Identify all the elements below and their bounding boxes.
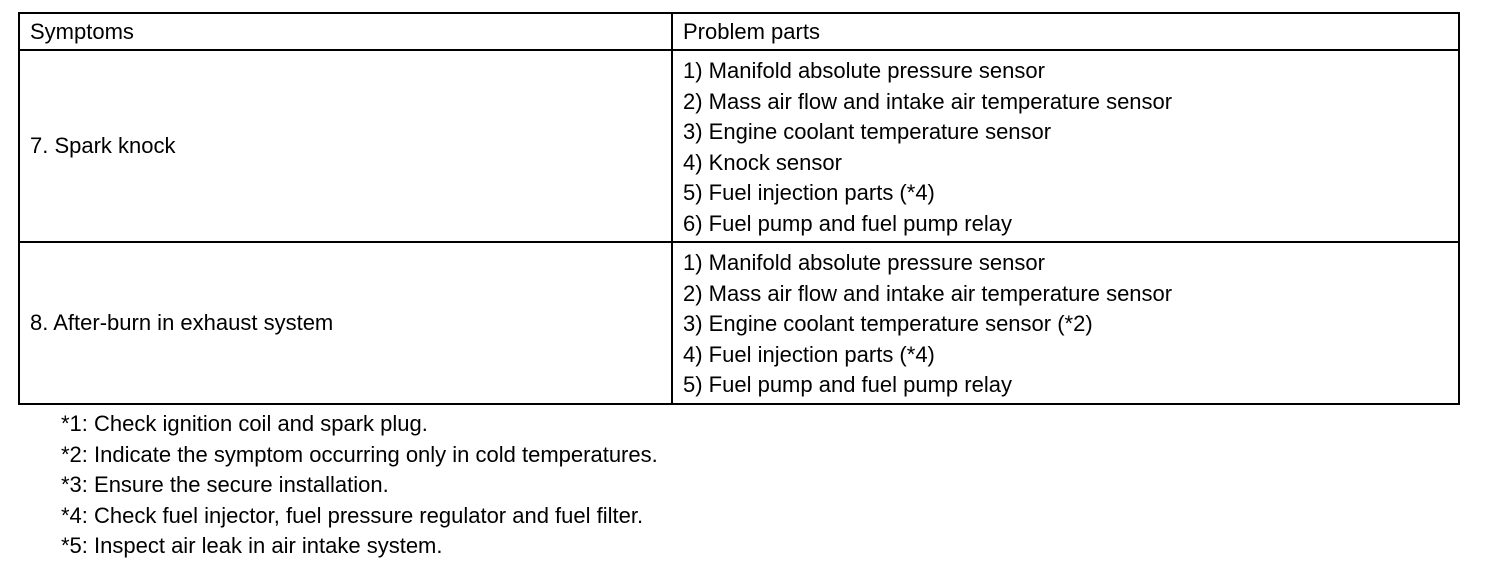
part-item: 5) Fuel pump and fuel pump relay	[683, 372, 1012, 397]
header-symptoms: Symptoms	[19, 13, 672, 50]
header-problem-parts: Problem parts	[672, 13, 1459, 50]
part-item: 1) Manifold absolute pressure sensor	[683, 250, 1045, 275]
problem-parts-cell	[672, 50, 1459, 242]
part-item: 2) Mass air flow and intake air temperature sensor	[683, 280, 1173, 306]
footnotes-list	[61, 409, 658, 562]
part-item: 2) Mass air flow and intake air temperature sensor	[683, 88, 1173, 114]
symptoms-table	[18, 12, 1460, 405]
part-item: 6) Fuel pump and fuel pump relay	[683, 210, 1012, 236]
symptom-cell: 8. After-burn in exhaust system	[19, 242, 672, 404]
part-item: 1) Manifold absolute pressure sensor	[683, 58, 1045, 83]
part-item: 4) Fuel injection parts (*4)	[683, 341, 935, 367]
part-item: 3) Engine coolant temperature sensor	[683, 119, 1052, 144]
symptom-cell: 7. Spark knock	[19, 50, 672, 242]
footnote: *4: Check fuel injector, fuel pressure regulator and fuel filter.	[61, 502, 644, 528]
problem-parts-cell	[672, 242, 1459, 404]
table-header-row	[19, 13, 1459, 50]
footnote: *3: Ensure the secure installation.	[61, 472, 389, 497]
footnote: *1: Check ignition coil and spark plug.	[61, 411, 428, 436]
footnote: *2: Indicate the symptom occurring only in cold temperatures.	[61, 441, 658, 467]
part-item: 3) Engine coolant temperature sensor (*2)	[683, 311, 1093, 336]
part-item: 5) Fuel injection parts (*4)	[683, 180, 935, 205]
table-row	[19, 50, 1459, 242]
part-item: 4) Knock sensor	[683, 149, 842, 175]
footnote: *5: Inspect air leak in air intake system.	[61, 533, 443, 558]
table-row	[19, 242, 1459, 404]
